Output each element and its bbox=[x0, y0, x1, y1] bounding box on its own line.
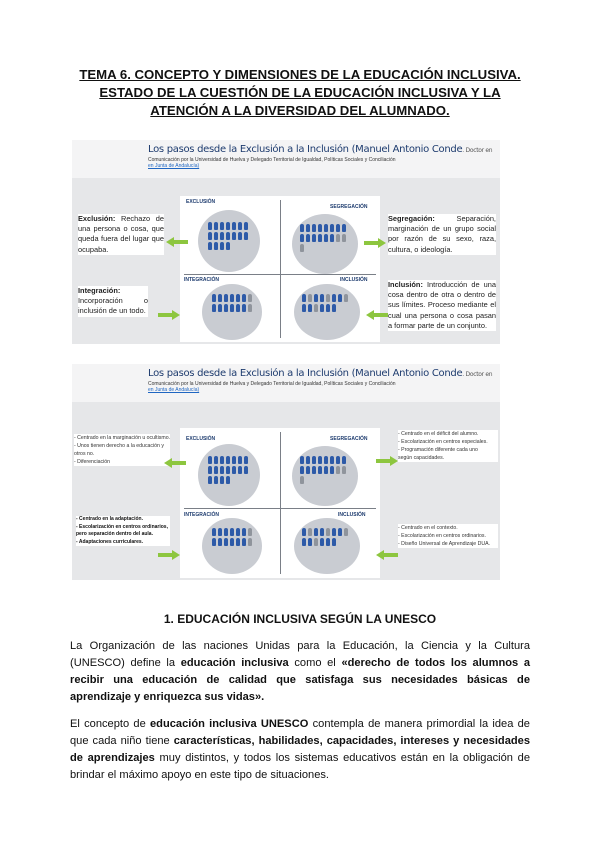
integration-circle bbox=[202, 284, 262, 340]
arrow-right-icon bbox=[158, 310, 180, 320]
arrow-right-icon bbox=[376, 456, 398, 466]
title-line-3: ATENCIÓN A LA DIVERSIDAD DEL ALUMNADO. bbox=[150, 103, 450, 118]
quadrant-label-inclusion: INCLUSIÓN bbox=[338, 512, 366, 518]
arrow-right-icon bbox=[158, 550, 180, 560]
people-icon-group bbox=[302, 294, 352, 312]
arrow-right-icon bbox=[364, 238, 386, 248]
figure-definitions bbox=[72, 140, 500, 344]
figure-characteristics bbox=[72, 364, 500, 580]
figure-source-link[interactable]: en Junta de Andalucía) bbox=[148, 163, 200, 169]
figure-source-link[interactable]: en Junta de Andalucía) bbox=[148, 387, 200, 393]
definition-segregation: Segregación: Separación, marginación de un grupo social por razón de su sexo, raza, cultura, o ideología. bbox=[388, 214, 496, 254]
figure-header bbox=[72, 140, 500, 178]
integration-characteristics: - Centrado en la adaptación. - Escolarización en centros ordinarios, pero separación dentro del aula. - Adaptaciones curriculares. bbox=[76, 516, 170, 546]
arrow-left-icon bbox=[166, 237, 188, 247]
arrow-left-icon bbox=[366, 310, 388, 320]
quadrant-label-integration: INTEGRACIÓN bbox=[184, 512, 219, 518]
figure-title: Los pasos desde la Exclusión a la Inclusión (Manuel Antonio Conde. Doctor en bbox=[148, 144, 493, 155]
figure-title: Los pasos desde la Exclusión a la Inclusión (Manuel Antonio Conde. Doctor en bbox=[148, 368, 493, 379]
quadrant-label-integration: INTEGRACIÓN bbox=[184, 277, 219, 283]
definition-exclusion: Exclusión: Rechazo de una persona o cosa, que queda fuera del lugar que ocupaba. bbox=[78, 214, 164, 254]
people-icon-group bbox=[300, 456, 350, 484]
quadrant-label-segregation: SEGREGACIÓN bbox=[330, 204, 368, 210]
people-icon-group bbox=[212, 528, 254, 546]
definition-inclusion: Inclusión: Introducción de una cosa dentro de otra o dentro de sus límites. Proceso mediante el cual una persona o cosa pasan a formar parte de un conjunto. bbox=[388, 280, 496, 330]
segregation-characteristics: - Centrado en el déficit del alumno. - Escolarización en centros especiales. - Programación diferente cada uno según capacidades. bbox=[398, 430, 498, 462]
figure-subtitle: Comunicación por la Universidad de Huelva y Delegado Territorial de Igualdad, Políticas Sociales y Conciliación en Junta de Andalucía) bbox=[148, 157, 396, 169]
section-heading: 1. EDUCACIÓN INCLUSIVA SEGÚN LA UNESCO bbox=[163, 612, 437, 626]
people-icon-group bbox=[212, 294, 254, 312]
quadrant-label-exclusion: EXCLUSIÓN bbox=[186, 199, 216, 205]
quadrant-label-exclusion: EXCLUSIÓN bbox=[186, 436, 216, 442]
quadrant-diagram bbox=[180, 196, 380, 342]
arrow-left-icon bbox=[164, 458, 186, 468]
quadrant-label-segregation: SEGREGACIÓN bbox=[330, 436, 368, 442]
paragraph-unesco-definition: La Organización de las naciones Unidas para la Educación, la Ciencia y la Cultura (UNESCO) define la educación inclusiva como el «derecho de todos los alumnos a recibir una educación de calidad que satisfaga sus necesidades básicas de aprendizaje y enriquezca sus vidas». bbox=[70, 640, 530, 703]
title-line-2: ESTADO DE LA CUESTIÓN DE LA EDUCACIÓN INCLUSIVA Y LA bbox=[99, 85, 501, 100]
exclusion-characteristics: - Centrado en la marginación u ocultismo. - Unos tienen derecho a la educación y otros no. - Diferenciación bbox=[74, 435, 171, 465]
document-title bbox=[40, 66, 560, 120]
figure-subtitle: Comunicación por la Universidad de Huelva y Delegado Territorial de Igualdad, Políticas Sociales y Conciliación en Junta de Andalucía) bbox=[148, 381, 396, 393]
integration-circle bbox=[202, 518, 262, 574]
people-icon-group bbox=[208, 222, 252, 250]
inclusion-circle bbox=[294, 284, 360, 340]
inclusion-characteristics: - Centrado en el contexto. - Escolarización en centros ordinarios. - Diseño Universal de Aprendizaje DUA. bbox=[398, 524, 498, 548]
arrow-left-icon bbox=[376, 550, 398, 560]
definition-integration: Integración: Incorporación o inclusión de un todo. bbox=[78, 286, 148, 316]
inclusion-circle bbox=[294, 518, 360, 574]
quadrant-label-inclusion: INCLUSIÓN bbox=[340, 277, 368, 283]
people-icon-group bbox=[302, 528, 352, 546]
quadrant-diagram bbox=[180, 428, 380, 578]
people-icon-group bbox=[300, 224, 350, 252]
paragraph-unesco-concept: El concepto de educación inclusiva UNESCO contempla de manera primordial la idea de que cada niño tiene características, habilidades, capacidades, intereses y necesidades de aprendizajes muy distintos, y todos los sistemas educativos están en la obligación de brindar el máximo apoyo en este tipo de situaciones. bbox=[70, 718, 530, 781]
people-icon-group bbox=[208, 456, 252, 484]
title-line-1: TEMA 6. CONCEPTO Y DIMENSIONES DE LA EDUCACIÓN INCLUSIVA. bbox=[79, 67, 521, 82]
figure-header bbox=[72, 364, 500, 402]
